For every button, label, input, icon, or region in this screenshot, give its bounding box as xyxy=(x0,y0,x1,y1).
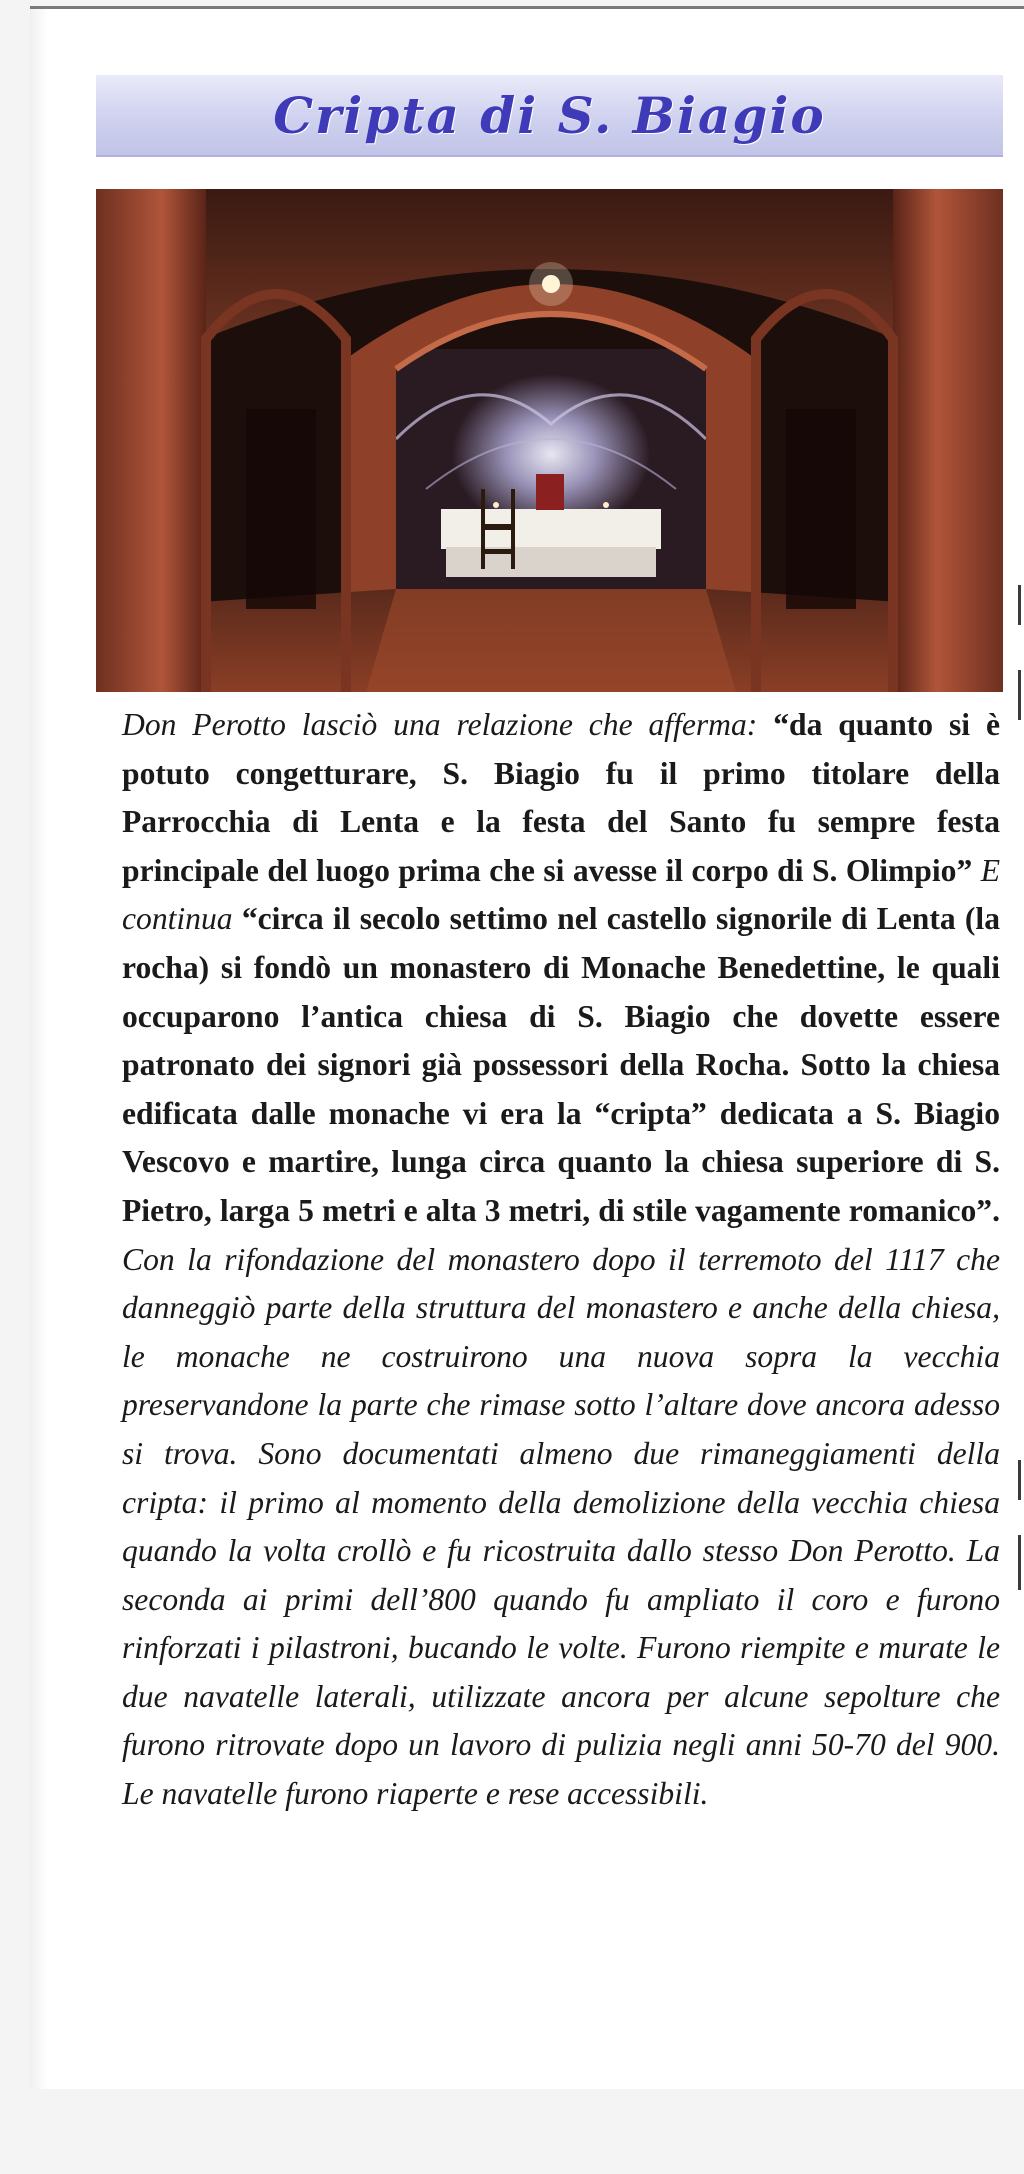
crypt-illustration xyxy=(96,189,1003,692)
title-banner xyxy=(96,75,1003,157)
margin-mark xyxy=(1018,670,1021,720)
continuation-italic: E continua xyxy=(122,852,1000,937)
page-title: Cripta di S. Biagio xyxy=(273,85,826,145)
intro-italic: Don Perotto lasciò una relazione che afferma: xyxy=(122,707,774,742)
quote-one: “da quanto si è potuto congetturare, S. Biagio fu il primo titolare della Parrocchia di Lenta e la festa del Santo fu sempre festa principale del luogo prima che si avesse il corpo di S. Olimpio” xyxy=(122,707,1000,888)
page-fold-shadow xyxy=(30,9,48,2089)
quote-two: “circa il secolo settimo nel castello signorile di Lenta (la rocha) si fondò un monastero di Monache Benedettine, le quali occuparono l’antica chiesa di S. Biagio che dovette essere patronato dei signori già possessori della Rocha. Sotto la chiesa edificata dalle monache vi era la “cripta” dedicata a S. Biagio Vescovo e martire, lunga circa quanto la chiesa superiore di S. Pietro, larga 5 metri e alta 3 metri, di stile vagamente romanico”. xyxy=(122,901,1001,1228)
article-body xyxy=(122,701,1000,1819)
document-page xyxy=(30,6,1024,2089)
margin-mark xyxy=(1018,1460,1021,1500)
margin-mark xyxy=(1018,585,1021,625)
history-italic: Con la rifondazione del monastero dopo il terremoto del 1117 che danneggiò parte della struttura del monastero e anche della chiesa, le monache ne costruirono una nuova sopra la vecchia preservandone la parte che rimase sotto l’altare dove ancora adesso si trova. Sono documentati almeno due rimaneggiamenti della cripta: il primo al momento della demolizione della vecchia chiesa quando la volta crollò e fu ricostruita dallo stesso Don Perotto. La seconda ai primi dell’800 quando fu ampliato il coro e furono rinforzati i pilastroni, bucando le volte. Furono riempite e murate le due navatelle laterali, utilizzate ancora per alcune sepolture che furono ritrovate dopo un lavoro di pulizia negli anni 50-70 del 900. Le navatelle furono riaperte e rese accessibili. xyxy=(122,1241,1000,1812)
crypt-photo xyxy=(96,189,1003,692)
margin-mark xyxy=(1018,1535,1021,1590)
